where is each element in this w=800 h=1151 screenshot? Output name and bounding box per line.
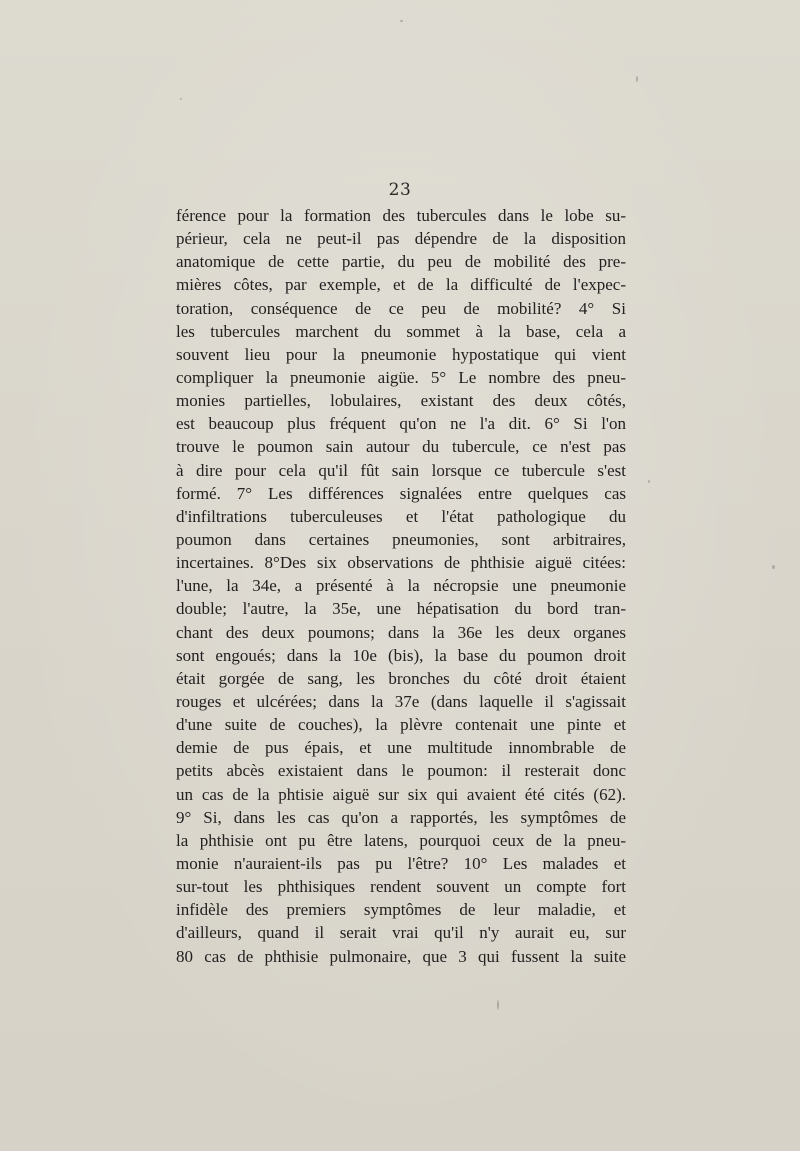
- paper-speck: [400, 20, 403, 22]
- text-line: la phthisie ont pu être latens, pourquoi ceux de la pneu-: [176, 830, 626, 850]
- text-line: d'ailleurs, quand il serait vrai qu'il n'y aurait eu, sur: [176, 923, 626, 943]
- paper-speck: [180, 98, 182, 100]
- text-line: un cas de la phtisie aiguë sur six qui avaient été cités (62).: [176, 784, 626, 804]
- paper-speck: [497, 1000, 499, 1010]
- text-line: incertaines. 8°Des six observations de phthisie aiguë citées:: [176, 553, 626, 573]
- text-line: petits abcès existaient dans le poumon: il resterait donc: [176, 761, 626, 781]
- text-line: compliquer la pneumonie aigüe. 5° Le nombre des pneu-: [176, 367, 626, 387]
- text-line: les tubercules marchent du sommet à la base, cela a: [176, 321, 626, 341]
- text-line: sur-tout les phthisiques rendent souvent un compte fort: [176, 877, 626, 897]
- text-line: toration, conséquence de ce peu de mobilité? 4° Si: [176, 298, 626, 318]
- text-line: d'infiltrations tuberculeuses et l'état pathologique du: [176, 506, 626, 526]
- text-line: souvent lieu pour la pneumonie hypostatique qui vient: [176, 344, 626, 364]
- text-line: était gorgée de sang, les bronches du côté droit étaient: [176, 668, 626, 688]
- text-line: sont engoués; dans la 10e (bis), la base du poumon droit: [176, 645, 626, 665]
- text-line: trouve le poumon sain autour du tubercule, ce n'est pas: [176, 437, 626, 457]
- text-line: 80 cas de phthisie pulmonaire, que 3 qui fussent la suite: [176, 946, 626, 966]
- text-line: anatomique de cette partie, du peu de mobilité des pre-: [176, 252, 626, 272]
- text-line: monie n'auraient-ils pas pu l'être? 10° Les malades et: [176, 853, 626, 873]
- text-line: chant des deux poumons; dans la 36e les deux organes: [176, 622, 626, 642]
- text-line: infidèle des premiers symptômes de leur maladie, et: [176, 900, 626, 920]
- text-line: demie de pus épais, et une multitude innombrable de: [176, 738, 626, 758]
- text-line: à dire pour cela qu'il fût sain lorsque ce tubercule s'est: [176, 460, 626, 480]
- page-number: 23: [388, 180, 412, 200]
- text-line: formé. 7° Les différences signalées entre quelques cas: [176, 483, 626, 503]
- text-line: d'une suite de couches), la plèvre contenait une pinte et: [176, 715, 626, 735]
- text-line: est beaucoup plus fréquent qu'on ne l'a dit. 6° Si l'on: [176, 414, 626, 434]
- paper-speck: [636, 76, 638, 82]
- text-line: périeur, cela ne peut-il pas dépendre de la disposition: [176, 229, 626, 249]
- text-line: monies partielles, lobulaires, existant des deux côtés,: [176, 391, 626, 411]
- text-line: double; l'autre, la 35e, une hépatisation du bord tran-: [176, 599, 626, 619]
- text-line: mières côtes, par exemple, et de la difficulté de l'expec-: [176, 275, 626, 295]
- text-line: férence pour la formation des tubercules dans le lobe su-: [176, 206, 626, 225]
- paper-speck: [648, 480, 650, 483]
- paper-speck: [772, 565, 775, 569]
- text-line: rouges et ulcérées; dans la 37e (dans laquelle il s'agissait: [176, 691, 626, 711]
- text-line: l'une, la 34e, a présenté à la nécropsie une pneumonie: [176, 576, 626, 596]
- body-text: [176, 204, 626, 968]
- text-line: poumon dans certaines pneumonies, sont arbitraires,: [176, 529, 626, 549]
- text-line: 9° Si, dans les cas qu'on a rapportés, les symptômes de: [176, 807, 626, 827]
